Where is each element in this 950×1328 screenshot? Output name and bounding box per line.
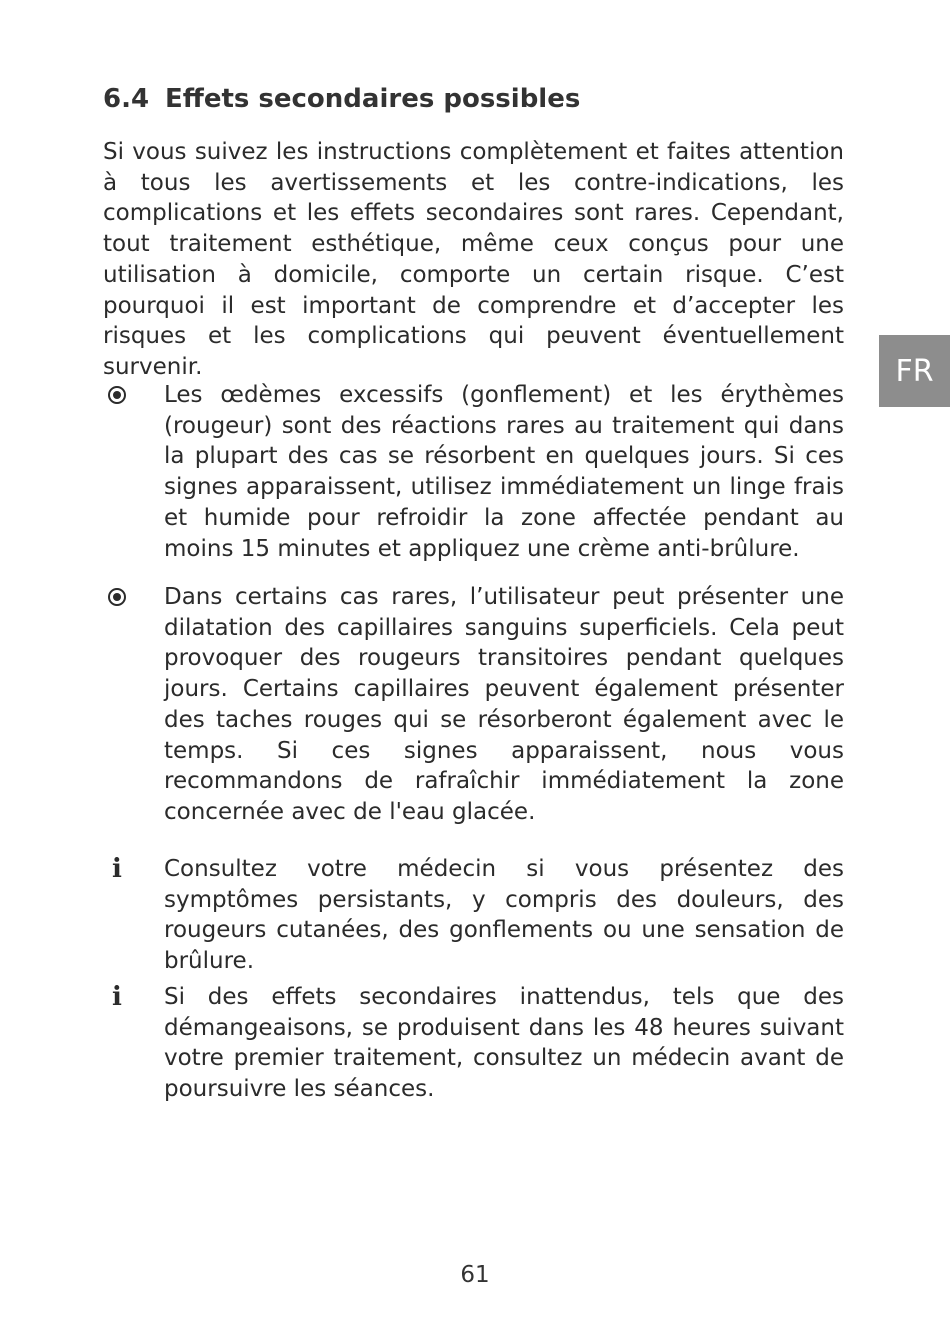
- info-note: [103, 982, 844, 1105]
- info-icon: i: [112, 982, 122, 1012]
- radio-bullet-icon: [103, 582, 131, 612]
- list-item-text: Les œdèmes excessifs (gonflement) et les érythèmes (rougeur) sont des réactions rares au traitement qui dans la plupart des cas se résorbent en quelques jours. Si ces signes apparaissent, utilisez immédiatement un linge frais et humide pour refroidir la zone affectée pendant au moins 15 minutes et appliquez une crème anti-brûlure.: [164, 382, 844, 562]
- list-item-text: Dans certains cas rares, l’utilisateur peut présenter une dilatation des capillaires sanguins superficiels. Cela peut provoquer des rougeurs transitoires pendant quelques jours. Certains capillaires peuvent également présenter des taches rouges qui se résorberont également avec le temps. Si ces signes apparaissent, nous vous recommandons de rafraîchir immédiatement la zone concernée avec de l'eau glacée.: [164, 584, 844, 825]
- info-icon: i: [112, 854, 122, 884]
- radio-bullet-icon: [103, 380, 131, 410]
- section-heading: [103, 84, 580, 114]
- info-note-text: Si des effets secondaires inattendus, tels que des démangeaisons, se produisent dans les 48 heures suivant votre premier traitement, consultez un médecin avant de poursuivre les séances.: [164, 984, 844, 1103]
- list-item: [103, 582, 844, 828]
- language-tab: FR: [879, 335, 950, 407]
- intro-paragraph: Si vous suivez les instructions complètement et faites attention à tous les avertissements et les contre-indications, les complications et les effets secondaires sont rares. Cependant, tout traitement esthétique, même ceux conçus pour une utilisation à domicile, comporte un certain risque. C’est pourquoi il est important de comprendre et d’accepter les risques et les complications qui peuvent éventuellement survenir.: [103, 139, 844, 380]
- info-note-text: Consultez votre médecin si vous présentez des symptômes persistants, y compris des douleurs, des rougeurs cutanées, des gonflements ou une sensation de brûlure.: [164, 856, 844, 975]
- info-note: [103, 854, 844, 977]
- page-number: 61: [460, 1262, 490, 1288]
- section-number: 6.4: [103, 84, 150, 114]
- list-item: [103, 380, 844, 564]
- section-title: Effets secondaires possibles: [165, 84, 581, 114]
